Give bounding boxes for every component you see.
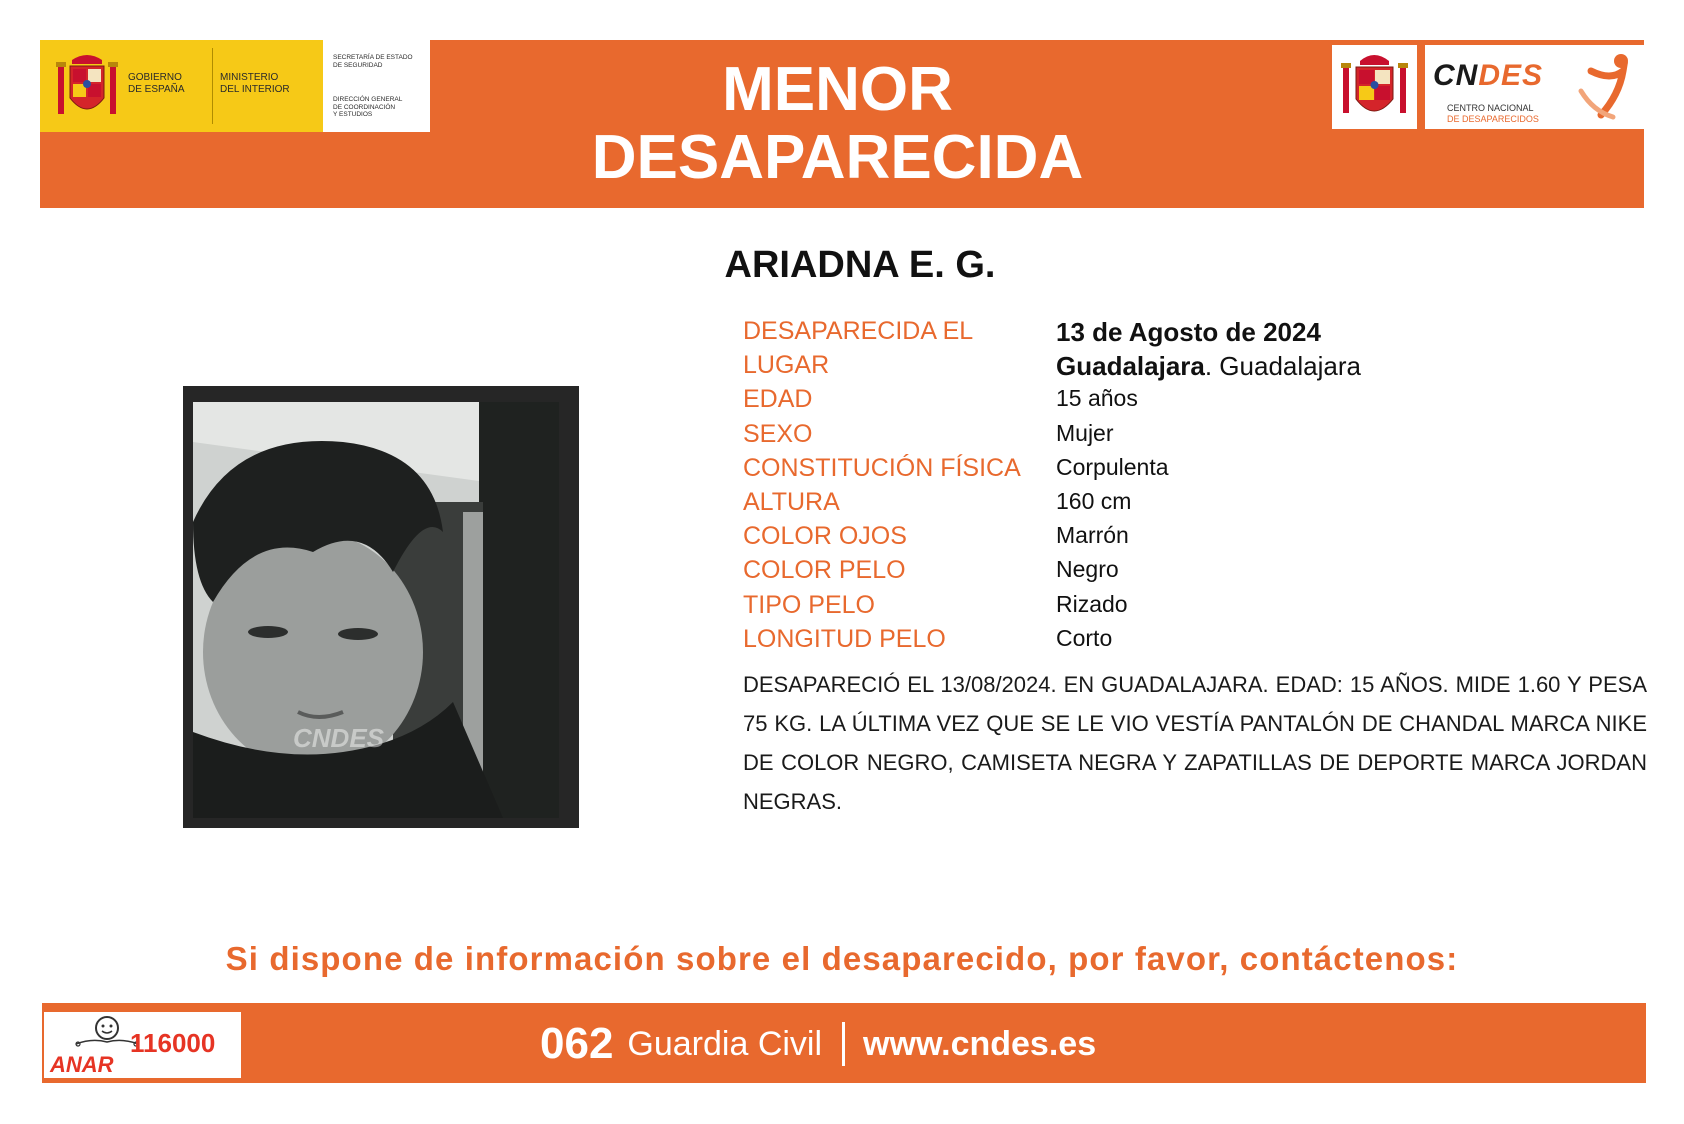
lugar-province: . Guadalajara xyxy=(1204,351,1361,382)
missing-person-photo xyxy=(183,386,579,828)
person-name: ARIADNA E. G. xyxy=(724,244,996,286)
detail-row-lugar xyxy=(743,349,1643,383)
lugar-city: Guadalajara xyxy=(1056,351,1205,382)
secretaria-estado-text: SECRETARÍA DE ESTADO DE SEGURIDAD xyxy=(333,54,413,69)
detail-label: COLOR PELO xyxy=(743,556,906,585)
page-title xyxy=(430,56,1245,192)
gov-logo-white-panel xyxy=(323,40,430,132)
detail-label: SEXO xyxy=(743,419,813,448)
detail-label: LUGAR xyxy=(743,351,830,380)
detail-label: COLOR OJOS xyxy=(743,522,907,551)
footer-organization: Guardia Civil xyxy=(627,1024,823,1063)
detail-row-color-pelo xyxy=(743,554,1643,588)
cndes-wordmark xyxy=(1433,59,1543,93)
detail-label: EDAD xyxy=(743,385,813,414)
detail-value: 15 años xyxy=(1056,385,1138,412)
detail-label: ALTURA xyxy=(743,487,840,516)
footer-contact xyxy=(540,1014,1096,1074)
anar-phone-number: 116000 xyxy=(130,1028,216,1058)
detail-value: Negro xyxy=(1056,556,1119,583)
spain-shield-box xyxy=(1332,45,1417,129)
detail-row-color-ojos xyxy=(743,520,1643,554)
photo-content xyxy=(193,402,559,818)
detail-label: LONGITUD PELO xyxy=(743,624,946,653)
detail-value: Mujer xyxy=(1056,419,1114,446)
cndes-wordmark-cn: CN xyxy=(1433,59,1479,92)
gobierno-espana-text: GOBIERNO DE ESPAÑA xyxy=(128,72,185,95)
detail-value: Corpulenta xyxy=(1056,453,1169,480)
detail-row-edad xyxy=(743,383,1643,417)
detail-label: TIPO PELO xyxy=(743,590,875,619)
cndes-figure-icon xyxy=(1571,51,1641,123)
anar-wordmark: ANAR xyxy=(50,1052,114,1077)
detail-row-sexo xyxy=(743,418,1643,452)
anar-logo xyxy=(44,1012,241,1078)
detail-label: CONSTITUCIÓN FÍSICA xyxy=(743,453,1021,482)
details-table xyxy=(743,315,1643,657)
portrait-image xyxy=(193,402,559,818)
direccion-general-text: DIRECCIÓN GENERAL DE COORDINACIÓN Y ESTUDIOS xyxy=(333,96,403,118)
detail-value: Corto xyxy=(1056,624,1113,651)
footer-separator xyxy=(842,1022,845,1066)
detail-row-longitud-pelo xyxy=(743,623,1643,657)
ministerio-interior-text: MINISTERIO DEL INTERIOR xyxy=(220,72,290,95)
description-text: DESAPARECIÓ EL 13/08/2024. EN GUADALAJARA. EDAD: 15 AÑOS. MIDE 1.60 Y PESA 75 KG. LA ÚLTIMA VEZ QUE SE LE VIO VESTÍA PANTALÓN DE CHANDAL MARCA NIKE DE COLOR NEGRO, CAMISETA NEGRA Y ZAPATILLAS DE DEPORTE MARCA JORDAN NEGRAS. xyxy=(743,672,1647,814)
footer-phone-number[interactable]: 062 xyxy=(540,1019,614,1068)
contact-heading: Si dispone de información sobre el desaparecido, por favor, contáctenos: xyxy=(225,940,1459,977)
detail-row-constitucion xyxy=(743,452,1643,486)
detail-row-fecha xyxy=(743,315,1643,349)
footer-website-link[interactable]: www.cndes.es xyxy=(863,1024,1097,1063)
detail-value: Rizado xyxy=(1056,590,1128,617)
photo-watermark: CNDES xyxy=(293,723,385,753)
spain-coat-of-arms-icon xyxy=(52,50,122,126)
detail-value: 13 de Agosto de 2024 xyxy=(1056,317,1321,347)
cndes-wordmark-des: DES xyxy=(1478,59,1544,92)
detail-value: Marrón xyxy=(1056,522,1129,549)
gov-logo-yellow-panel xyxy=(40,40,323,132)
detail-label: DESAPARECIDA EL xyxy=(743,317,974,345)
gobierno-espana-logo xyxy=(40,40,430,132)
detail-row-tipo-pelo xyxy=(743,589,1643,623)
title-line-menor: MENOR xyxy=(722,55,953,124)
cndes-subtitle-2: DE DESAPARECIDOS xyxy=(1447,114,1539,124)
spain-shield-icon xyxy=(1338,49,1411,125)
detail-value: 160 cm xyxy=(1056,487,1132,514)
gov-divider xyxy=(212,48,213,124)
detail-row-altura xyxy=(743,486,1643,520)
title-line-desaparecida: DESAPARECIDA xyxy=(591,123,1084,192)
cndes-logo xyxy=(1425,45,1645,129)
cndes-subtitle-1: CENTRO NACIONAL xyxy=(1447,103,1534,113)
detail-value xyxy=(1056,351,1361,382)
